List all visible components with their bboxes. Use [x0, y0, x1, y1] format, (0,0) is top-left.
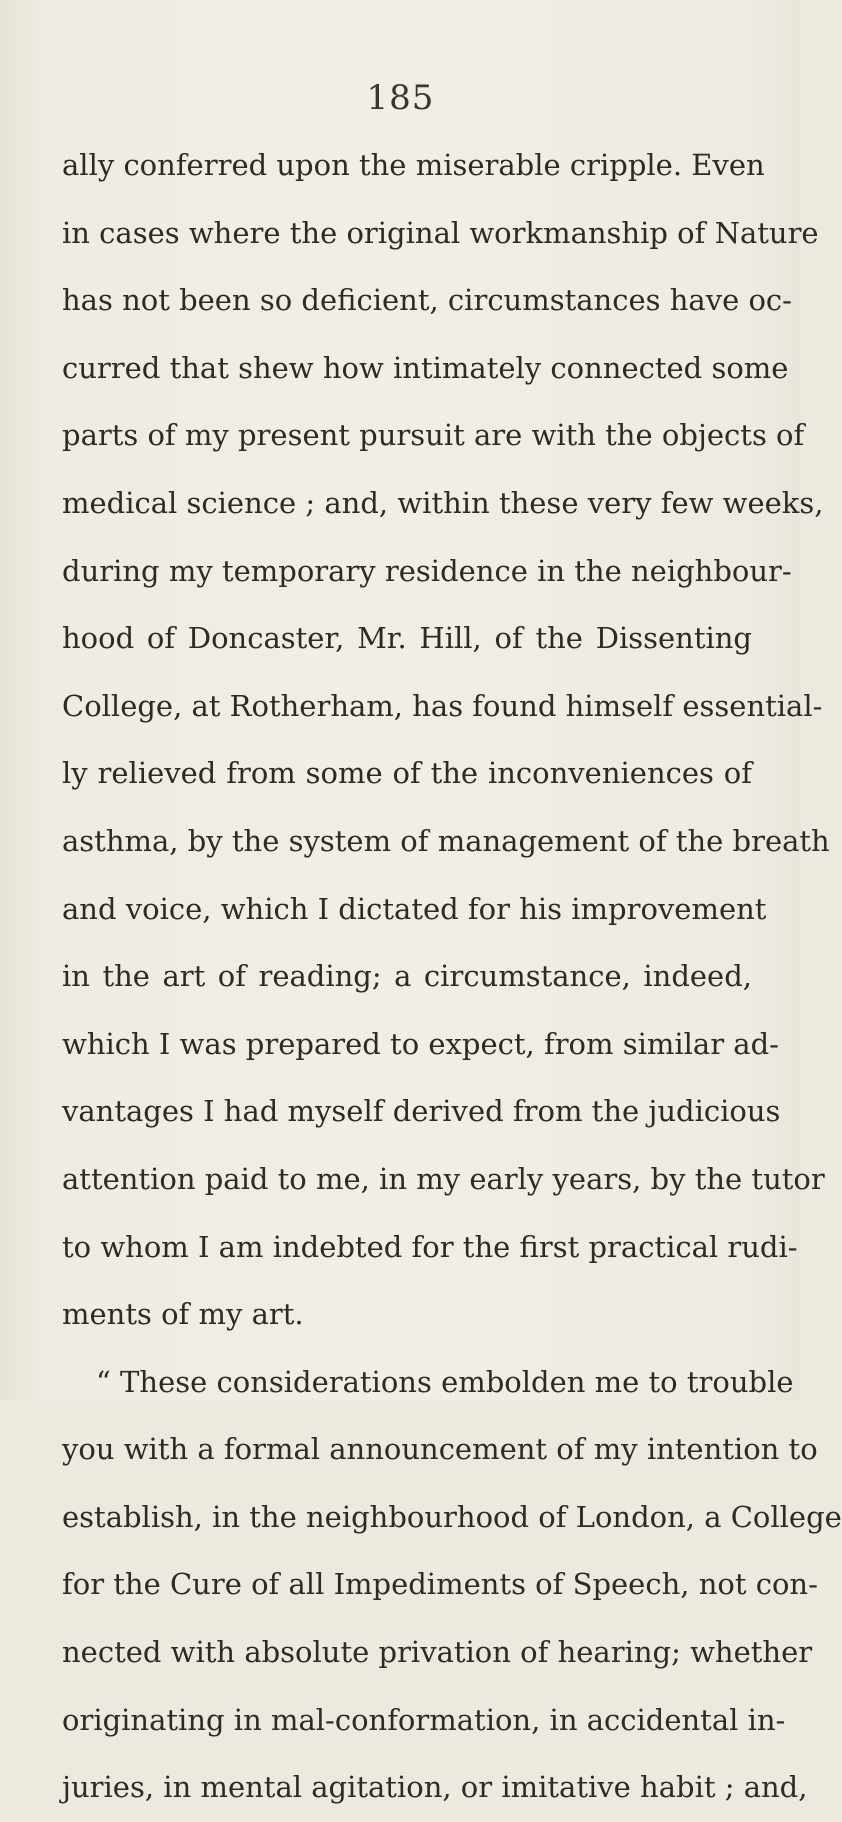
- text-line: medical science ; and, within these very few weeks,: [62, 485, 824, 520]
- text-line: during my temporary residence in the neighbour-: [62, 553, 792, 588]
- text-line: juries, in mental agitation, or imitative habit ; and,: [62, 1770, 808, 1805]
- body-text: [62, 132, 842, 1822]
- text-line: “ These considerations embolden me to trouble: [96, 1364, 794, 1399]
- text-line: parts of my present pursuit are with the objects of: [62, 418, 805, 453]
- text-line: ly relieved from some of the inconveniences of: [62, 756, 752, 791]
- text-line: ally conferred upon the miserable cripple. Even: [62, 148, 765, 182]
- text-line: attention paid to me, in my early years, by the tutor: [62, 1161, 825, 1196]
- text-line: asthma, by the system of management of the breath: [62, 823, 830, 858]
- text-line: vantages I had myself derived from the judicious: [62, 1094, 781, 1129]
- text-line: hood of Doncaster, Mr. Hill, of the Dissenting: [62, 621, 752, 656]
- page-number: 185: [366, 78, 435, 118]
- text-line: nected with absolute privation of hearing; whether: [62, 1635, 813, 1670]
- text-line: has not been so deficient, circumstances have oc-: [62, 283, 792, 318]
- text-line: and voice, which I dictated for his improvement: [62, 891, 767, 926]
- text-line: originating in mal-conformation, in accidental in-: [62, 1702, 786, 1737]
- text-line: curred that shew how intimately connected some: [62, 350, 789, 385]
- text-line: for the Cure of all Impediments of Speech, not con-: [62, 1567, 818, 1602]
- text-line: in the art of reading; a circumstance, indeed,: [62, 959, 752, 994]
- text-line: in cases where the original workmanship of Nature: [62, 215, 819, 250]
- text-line: College, at Rotherham, has found himself essential-: [62, 688, 823, 723]
- text-line: ments of my art.: [62, 1297, 304, 1332]
- text-line: you with a formal announcement of my intention to: [62, 1432, 818, 1467]
- text-line: which I was prepared to expect, from similar ad-: [62, 1026, 779, 1061]
- text-line: establish, in the neighbourhood of London, a College: [62, 1499, 842, 1534]
- text-line: to whom I am indebted for the first practical rudi-: [62, 1229, 798, 1264]
